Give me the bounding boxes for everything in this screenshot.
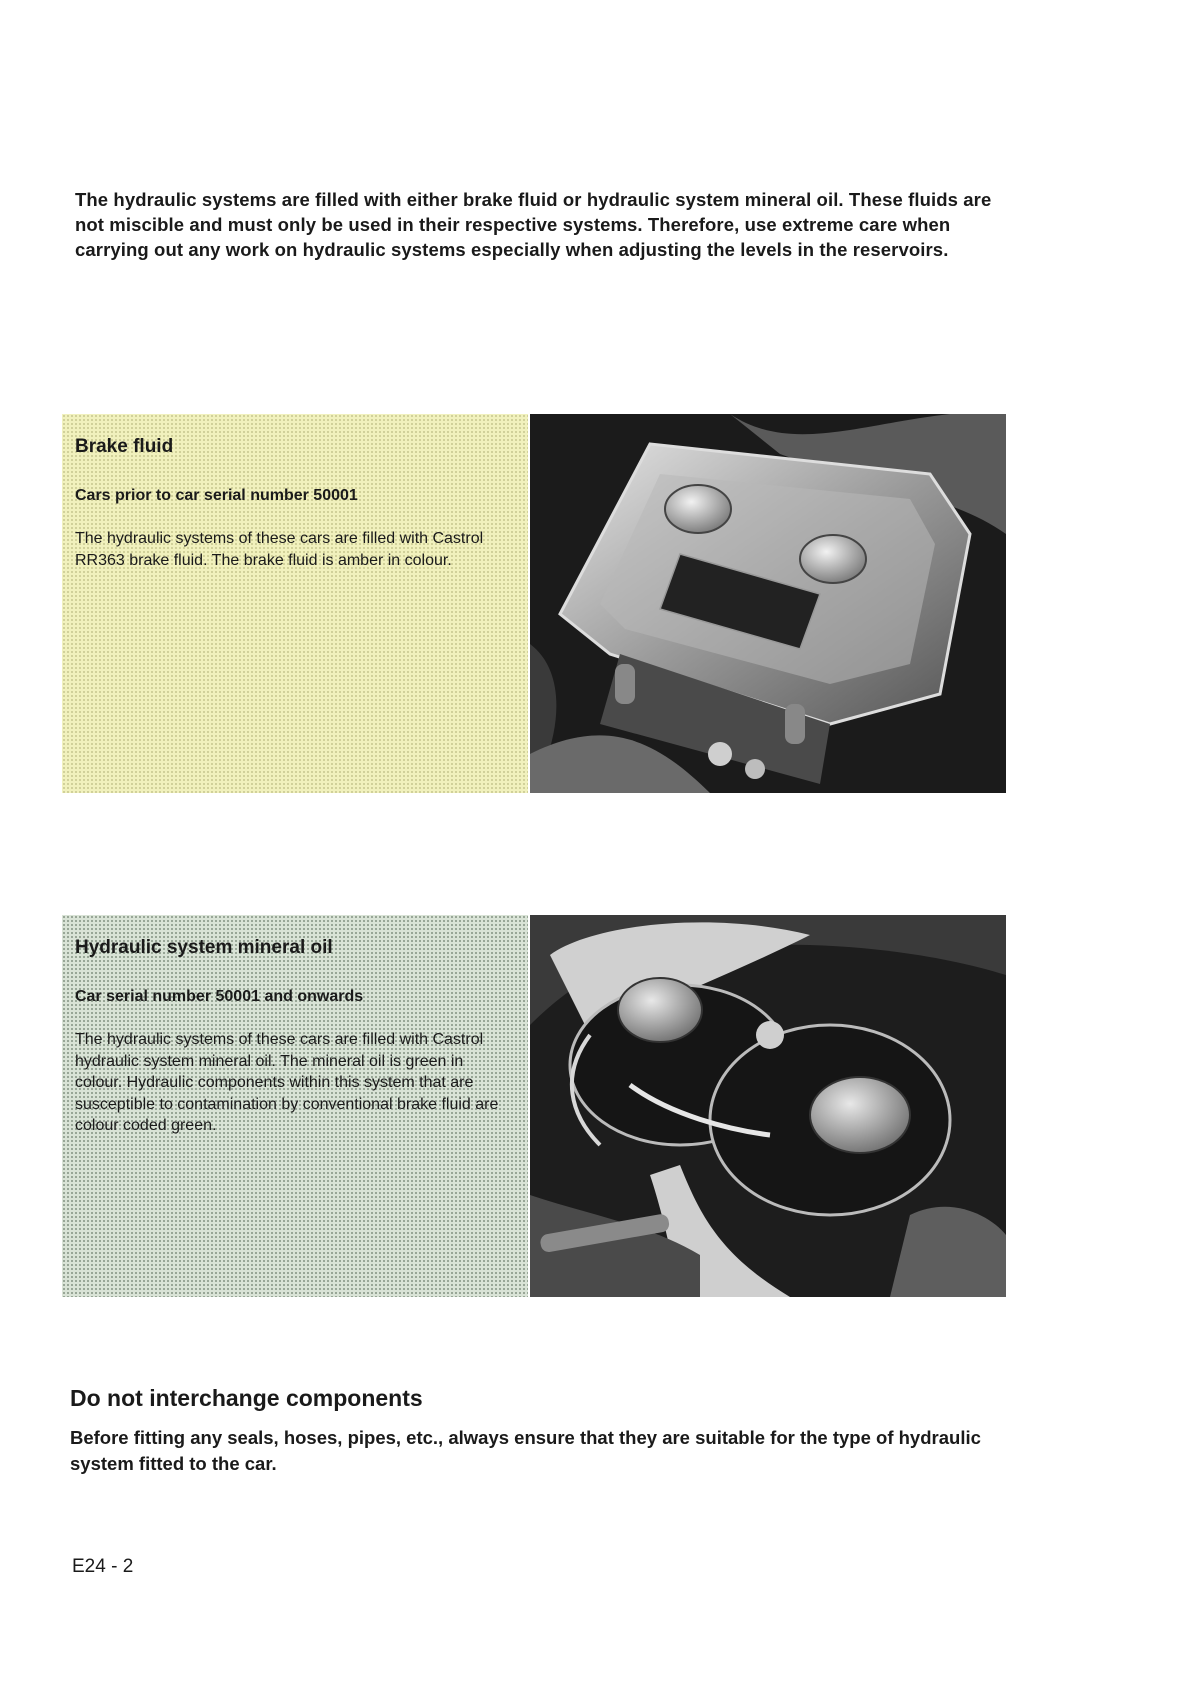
brake-fluid-subtitle: Cars prior to car serial number 50001 <box>75 487 358 504</box>
mineral-oil-panel <box>62 915 528 1297</box>
mineral-oil-reservoir-photo <box>530 915 1006 1297</box>
page-number: E24 - 2 <box>72 1556 134 1577</box>
intro-paragraph: The hydraulic systems are filled with either brake fluid or hydraulic system mineral oil. These fluids are not miscible and must only be used in their respective systems. Therefore, use extreme care when carrying out any work on hydraulic systems especially when adjusting the levels in the reservoirs. <box>75 189 992 260</box>
section-paragraph: Before fitting any seals, hoses, pipes, etc., always ensure that they are suitable for the type of hydraulic system fitted to the car. <box>70 1427 981 1474</box>
mineral-oil-body: The hydraulic systems of these cars are filled with Castrol hydraulic system mineral oil. The mineral oil is green in colour. Hydraulic components within this system that are susceptible to contamination by conventional brake fluid are colour coded green. <box>75 1031 499 1134</box>
brake-fluid-title: Brake fluid <box>75 436 174 457</box>
mineral-oil-subtitle: Car serial number 50001 and onwards <box>75 988 364 1005</box>
brake-fluid-body: The hydraulic systems of these cars are filled with Castrol RR363 brake fluid. The brake fluid is amber in colour. <box>75 530 484 569</box>
brake-fluid-reservoir-photo <box>530 414 1006 793</box>
mineral-oil-title: Hydraulic system mineral oil <box>75 937 333 958</box>
section-heading: Do not interchange components <box>70 1385 423 1411</box>
brake-fluid-panel <box>62 414 528 793</box>
